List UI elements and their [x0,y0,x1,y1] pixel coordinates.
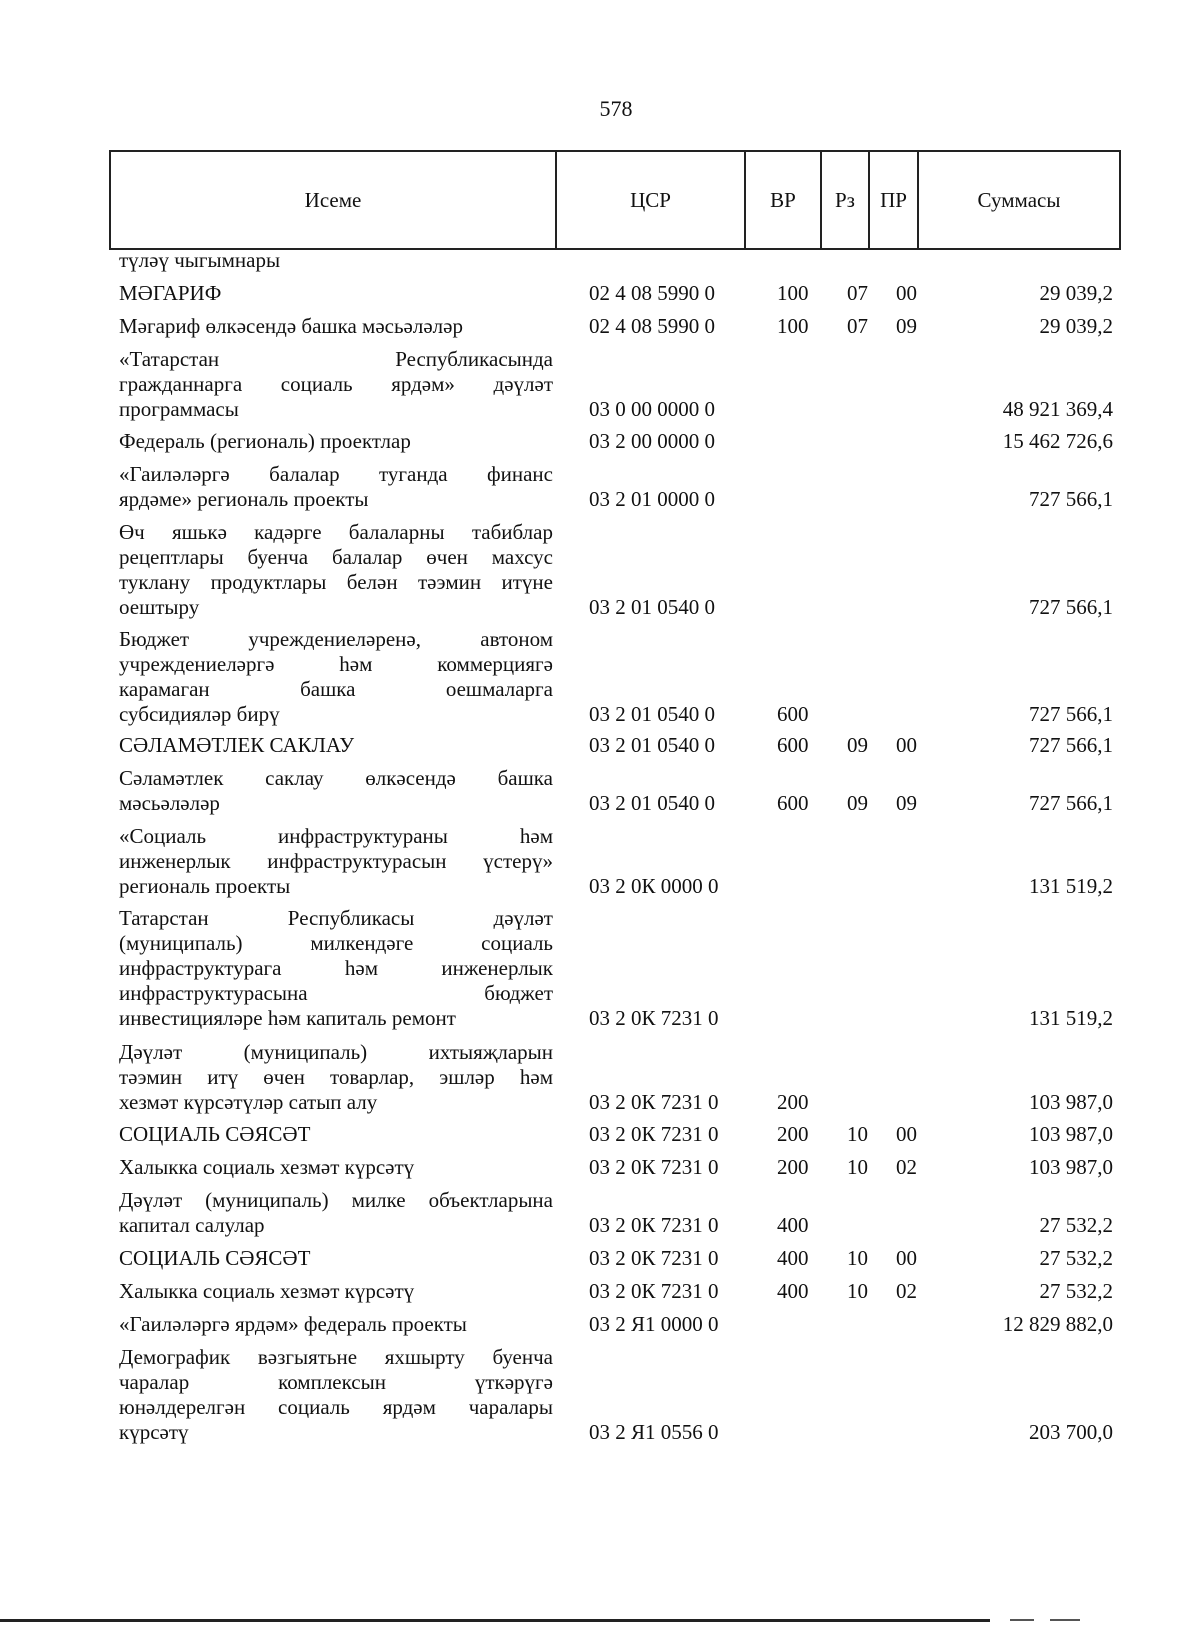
row-csr: 03 2 01 0000 0 [589,487,715,511]
row-name-line: оештыру [119,595,200,619]
header-name: Исеме [110,151,556,249]
row-csr: 03 2 0К 7231 0 [589,1213,719,1237]
row-name-line: карамаган башка оешмаларга [119,677,553,701]
page-number: 578 [599,96,633,121]
row-name-line: Татарстан Республикасы дәүләт [119,906,553,930]
row-csr: 03 2 0К 7231 0 [589,1090,719,1114]
row-csr: 02 4 08 5990 0 [589,314,715,338]
row-name [119,1122,553,1147]
row-csr: 03 2 0К 7231 0 [589,1122,719,1146]
row-rz: 10 [847,1122,868,1146]
row-name-line: тәэмин итү өчен товарлар, эшләр һәм [119,1065,553,1089]
row-csr: 03 2 0К 0000 0 [589,874,719,898]
row-name-line: «Гаиләләргә ярдәм» федераль проекты [119,1312,467,1336]
row-name [119,906,553,1031]
row-sum: 727 566,1 [1029,702,1113,726]
row-name-line: юнәлдерелгән социаль ярдәм чаралары [119,1395,553,1419]
row-name-line: (муниципаль) милкендәге социаль [119,931,553,955]
row-name-line: Өч яшькә кадәрге балаларны табиблар [119,520,553,544]
bottom-dash [1010,1619,1034,1621]
header-pr: ПР [869,151,918,249]
row-vr: 400 [777,1246,809,1270]
row-pr: 00 [896,1246,917,1270]
row-csr: 03 2 00 0000 0 [589,429,715,453]
row-sum: 103 987,0 [1029,1122,1113,1146]
row-name-line: «Татарстан Республикасында [119,347,553,371]
row-rz: 07 [847,314,868,338]
row-name-line: Дәүләт (муниципаль) ихтыяҗларын [119,1040,553,1064]
row-sum: 29 039,2 [1039,314,1113,338]
row-name [119,1279,553,1304]
row-sum: 27 532,2 [1039,1246,1113,1270]
row-name-line: Дәүләт (муниципаль) милке объектларына [119,1188,553,1212]
row-csr: 03 2 0К 7231 0 [589,1155,719,1179]
row-name-line: инженерлык инфраструктурасын үстерү» [119,849,553,873]
row-name [119,627,553,727]
row-vr: 400 [777,1213,809,1237]
row-name [119,733,553,758]
row-name-line: СОЦИАЛЬ СӘЯСӘТ [119,1246,311,1270]
row-name [119,1040,553,1115]
row-name-line: субсидияләр бирү [119,702,280,726]
row-sum: 131 519,2 [1029,1006,1113,1030]
row-sum: 727 566,1 [1029,791,1113,815]
row-pr: 00 [896,281,917,305]
row-name-line: мәсьәләләр [119,791,220,815]
bottom-dash [1050,1619,1080,1621]
row-name-line: МӘГАРИФ [119,281,222,305]
row-rz: 09 [847,733,868,757]
row-vr: 600 [777,702,809,726]
row-csr: 03 2 01 0540 0 [589,733,715,757]
row-name [119,1345,553,1445]
row-csr: 03 2 01 0540 0 [589,595,715,619]
row-name [119,248,553,273]
row-name-line: Халыкка социаль хезмәт күрсәтү [119,1155,415,1179]
row-name [119,1155,553,1180]
row-vr: 600 [777,733,809,757]
row-sum: 27 532,2 [1039,1279,1113,1303]
row-name-line: Халыкка социаль хезмәт күрсәтү [119,1279,415,1303]
row-name-line: туклану продуктлары белән тәэмин итүне [119,570,553,594]
row-csr: 03 2 01 0540 0 [589,791,715,815]
row-vr: 400 [777,1279,809,1303]
row-rz: 10 [847,1279,868,1303]
row-pr: 02 [896,1279,917,1303]
row-name-line: капитал салулар [119,1213,265,1237]
row-name-line: инфраструктурага һәм инженерлык [119,956,553,980]
row-csr: 03 2 0К 7231 0 [589,1279,719,1303]
row-csr: 03 0 00 0000 0 [589,397,715,421]
row-vr: 100 [777,314,809,338]
row-sum: 15 462 726,6 [1002,429,1113,453]
row-sum: 103 987,0 [1029,1090,1113,1114]
row-pr: 09 [896,314,917,338]
row-pr: 02 [896,1155,917,1179]
row-name-line: рецептлары буенча балалар өчен махсус [119,545,553,569]
row-name [119,824,553,899]
row-sum: 727 566,1 [1029,733,1113,757]
row-csr: 03 2 Я1 0000 0 [589,1312,719,1336]
row-name-line: учреждениеләргә һәм коммерциягә [119,652,553,676]
row-csr: 03 2 01 0540 0 [589,702,715,726]
row-rz: 09 [847,791,868,815]
row-sum: 131 519,2 [1029,874,1113,898]
row-vr: 200 [777,1122,809,1146]
row-name-line: инфраструктурасына бюджет [119,981,553,1005]
row-pr: 00 [896,1122,917,1146]
row-name-line: СӘЛАМӘТЛЕК САКЛАУ [119,733,355,757]
row-sum: 727 566,1 [1029,487,1113,511]
row-name-line: гражданнарга социаль ярдәм» дәүләт [119,372,553,396]
row-name-line: хезмәт күрсәтүләр сатып алу [119,1090,378,1114]
row-sum: 103 987,0 [1029,1155,1113,1179]
row-csr: 03 2 0К 7231 0 [589,1006,719,1030]
row-name [119,520,553,620]
header-vr: ВР [745,151,821,249]
row-name-line: СОЦИАЛЬ СӘЯСӘТ [119,1122,311,1146]
row-vr: 600 [777,791,809,815]
row-name [119,429,553,454]
header-rz: Рз [821,151,869,249]
row-name [119,766,553,816]
row-rz: 07 [847,281,868,305]
row-name-line: түләү чыгымнары [119,248,281,272]
row-name [119,347,553,422]
row-name [119,314,553,339]
row-name-line: ярдәме» региональ проекты [119,487,369,511]
header-sum: Суммасы [918,151,1120,249]
bottom-rule [0,1619,990,1622]
row-sum: 29 039,2 [1039,281,1113,305]
row-rz: 10 [847,1246,868,1270]
row-pr: 00 [896,733,917,757]
row-name-line: «Гаиләләргә балалар туганда финанс [119,462,553,486]
row-name-line: Демографик вәзгыятьне яхшырту буенча [119,1345,553,1369]
row-sum: 203 700,0 [1029,1420,1113,1444]
row-sum: 727 566,1 [1029,595,1113,619]
row-name-line: программасы [119,397,239,421]
row-sum: 48 921 369,4 [1002,397,1113,421]
row-name-line: Федераль (региональ) проектлар [119,429,411,453]
row-name [119,1246,553,1271]
row-rz: 10 [847,1155,868,1179]
row-name [119,281,553,306]
row-name-line: региональ проекты [119,874,291,898]
row-name-line: Бюджет учреждениеләренә, автоном [119,627,553,651]
row-vr: 200 [777,1155,809,1179]
row-name [119,1188,553,1238]
row-csr: 03 2 0К 7231 0 [589,1246,719,1270]
row-vr: 100 [777,281,809,305]
row-name-line: Мәгариф өлкәсендә башка мәсьәләләр [119,314,463,338]
row-sum: 12 829 882,0 [1002,1312,1113,1336]
row-name-line: инвестицияләре һәм капиталь ремонт [119,1006,456,1030]
row-csr: 02 4 08 5990 0 [589,281,715,305]
row-csr: 03 2 Я1 0556 0 [589,1420,719,1444]
row-sum: 27 532,2 [1039,1213,1113,1237]
row-name [119,462,553,512]
row-name-line: «Социаль инфраструктураны һәм [119,824,553,848]
row-vr: 200 [777,1090,809,1114]
row-name-line: күрсәтү [119,1420,189,1444]
row-name-line: Сәламәтлек саклау өлкәсендә башка [119,766,553,790]
row-pr: 09 [896,791,917,815]
row-name [119,1312,553,1337]
header-csr: ЦСР [556,151,745,249]
row-name-line: чаралар комплексын үткәрүгә [119,1370,553,1394]
